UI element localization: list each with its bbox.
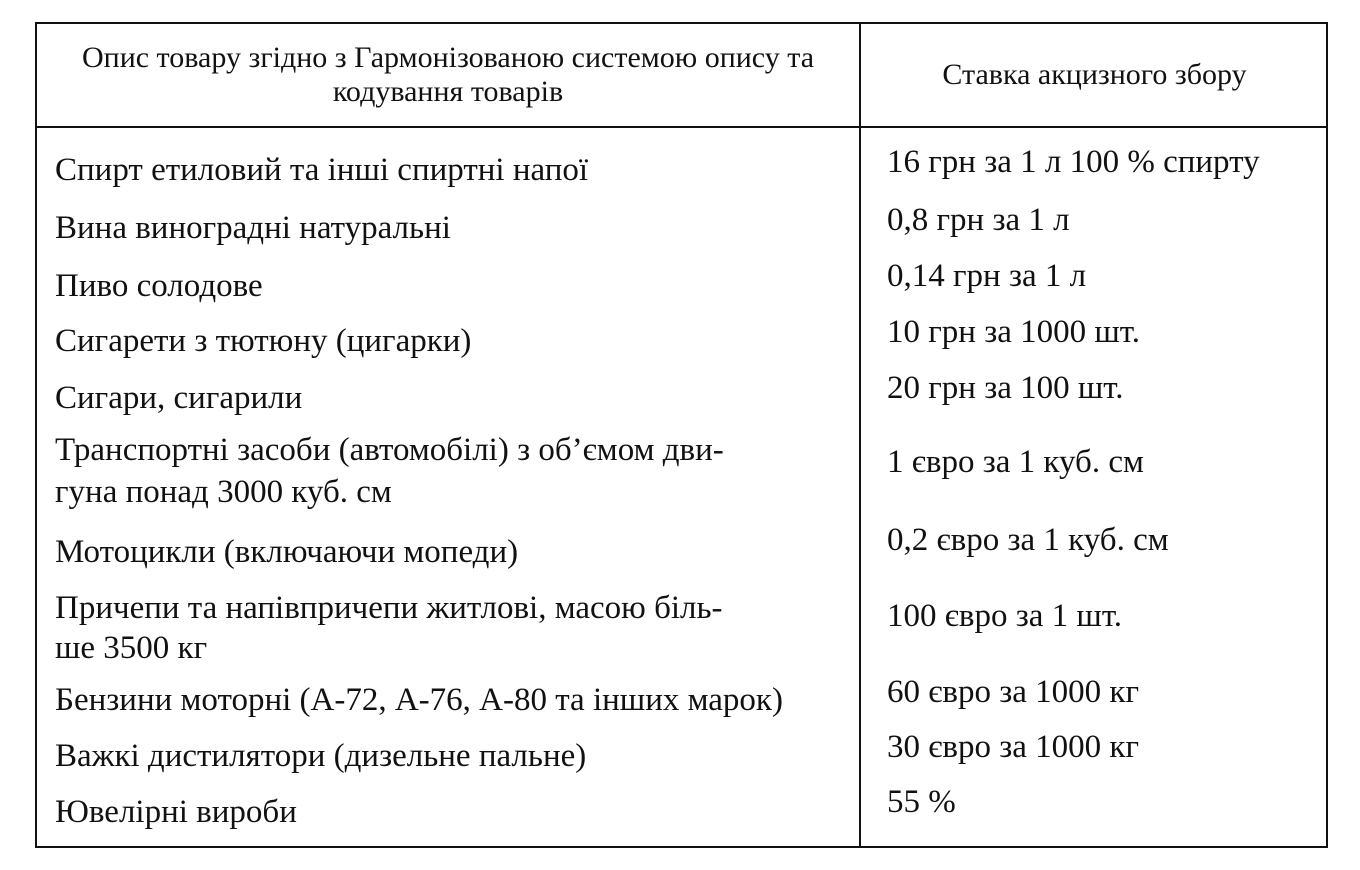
row-5-description: Сигари, сигарили <box>55 380 303 416</box>
row-5-rate: 20 грн за 100 шт. <box>887 370 1124 406</box>
row-8-description-line-1: Причепи та напівпричепи житлові, масою біль- <box>55 590 723 626</box>
row-6-description-line-1: Транспортні засоби (автомобілі) з об’ємом дви- <box>55 432 724 468</box>
header-description: Опис товару згідно з Гармонізованою системою опису та кодування товарів <box>81 41 815 108</box>
row-3-rate: 0,14 грн за 1 л <box>887 258 1087 294</box>
header-rate: Ставка акцизного збору <box>942 58 1247 91</box>
row-9-rate: 60 євро за 1000 кг <box>887 674 1139 710</box>
row-11-description: Ювелірні вироби <box>55 794 297 830</box>
header-divider <box>37 126 1326 128</box>
row-6-description-line-2: гуна понад 3000 куб. см <box>55 474 392 510</box>
row-1-description: Спирт етиловий та інші спиртні напої <box>55 152 589 188</box>
row-8-description-line-2: ше 3500 кг <box>55 630 208 666</box>
excise-rate-table <box>35 22 1328 848</box>
row-3-description: Пиво солодове <box>55 268 263 304</box>
row-2-description: Вина виноградні натуральні <box>55 210 451 246</box>
column-divider <box>859 24 861 846</box>
row-6-rate: 1 євро за 1 куб. см <box>887 444 1144 480</box>
row-2-rate: 0,8 грн за 1 л <box>887 202 1070 238</box>
row-4-rate: 10 грн за 1000 шт. <box>887 314 1140 350</box>
row-10-description: Важкі дистилятори (дизельне пальне) <box>55 738 587 774</box>
row-9-description: Бензини моторні (А-72, А-76, А-80 та інших марок) <box>55 682 783 718</box>
row-7-description: Мотоцикли (включаючи мопеди) <box>55 534 519 570</box>
row-11-rate: 55 % <box>887 784 956 820</box>
row-4-description: Сигарети з тютюну (цигарки) <box>55 323 472 359</box>
row-10-rate: 30 євро за 1000 кг <box>887 729 1139 765</box>
row-7-rate: 0,2 євро за 1 куб. см <box>887 522 1169 558</box>
row-1-rate: 16 грн за 1 л 100 % спирту <box>887 144 1260 180</box>
row-8-rate: 100 євро за 1 шт. <box>887 598 1123 634</box>
